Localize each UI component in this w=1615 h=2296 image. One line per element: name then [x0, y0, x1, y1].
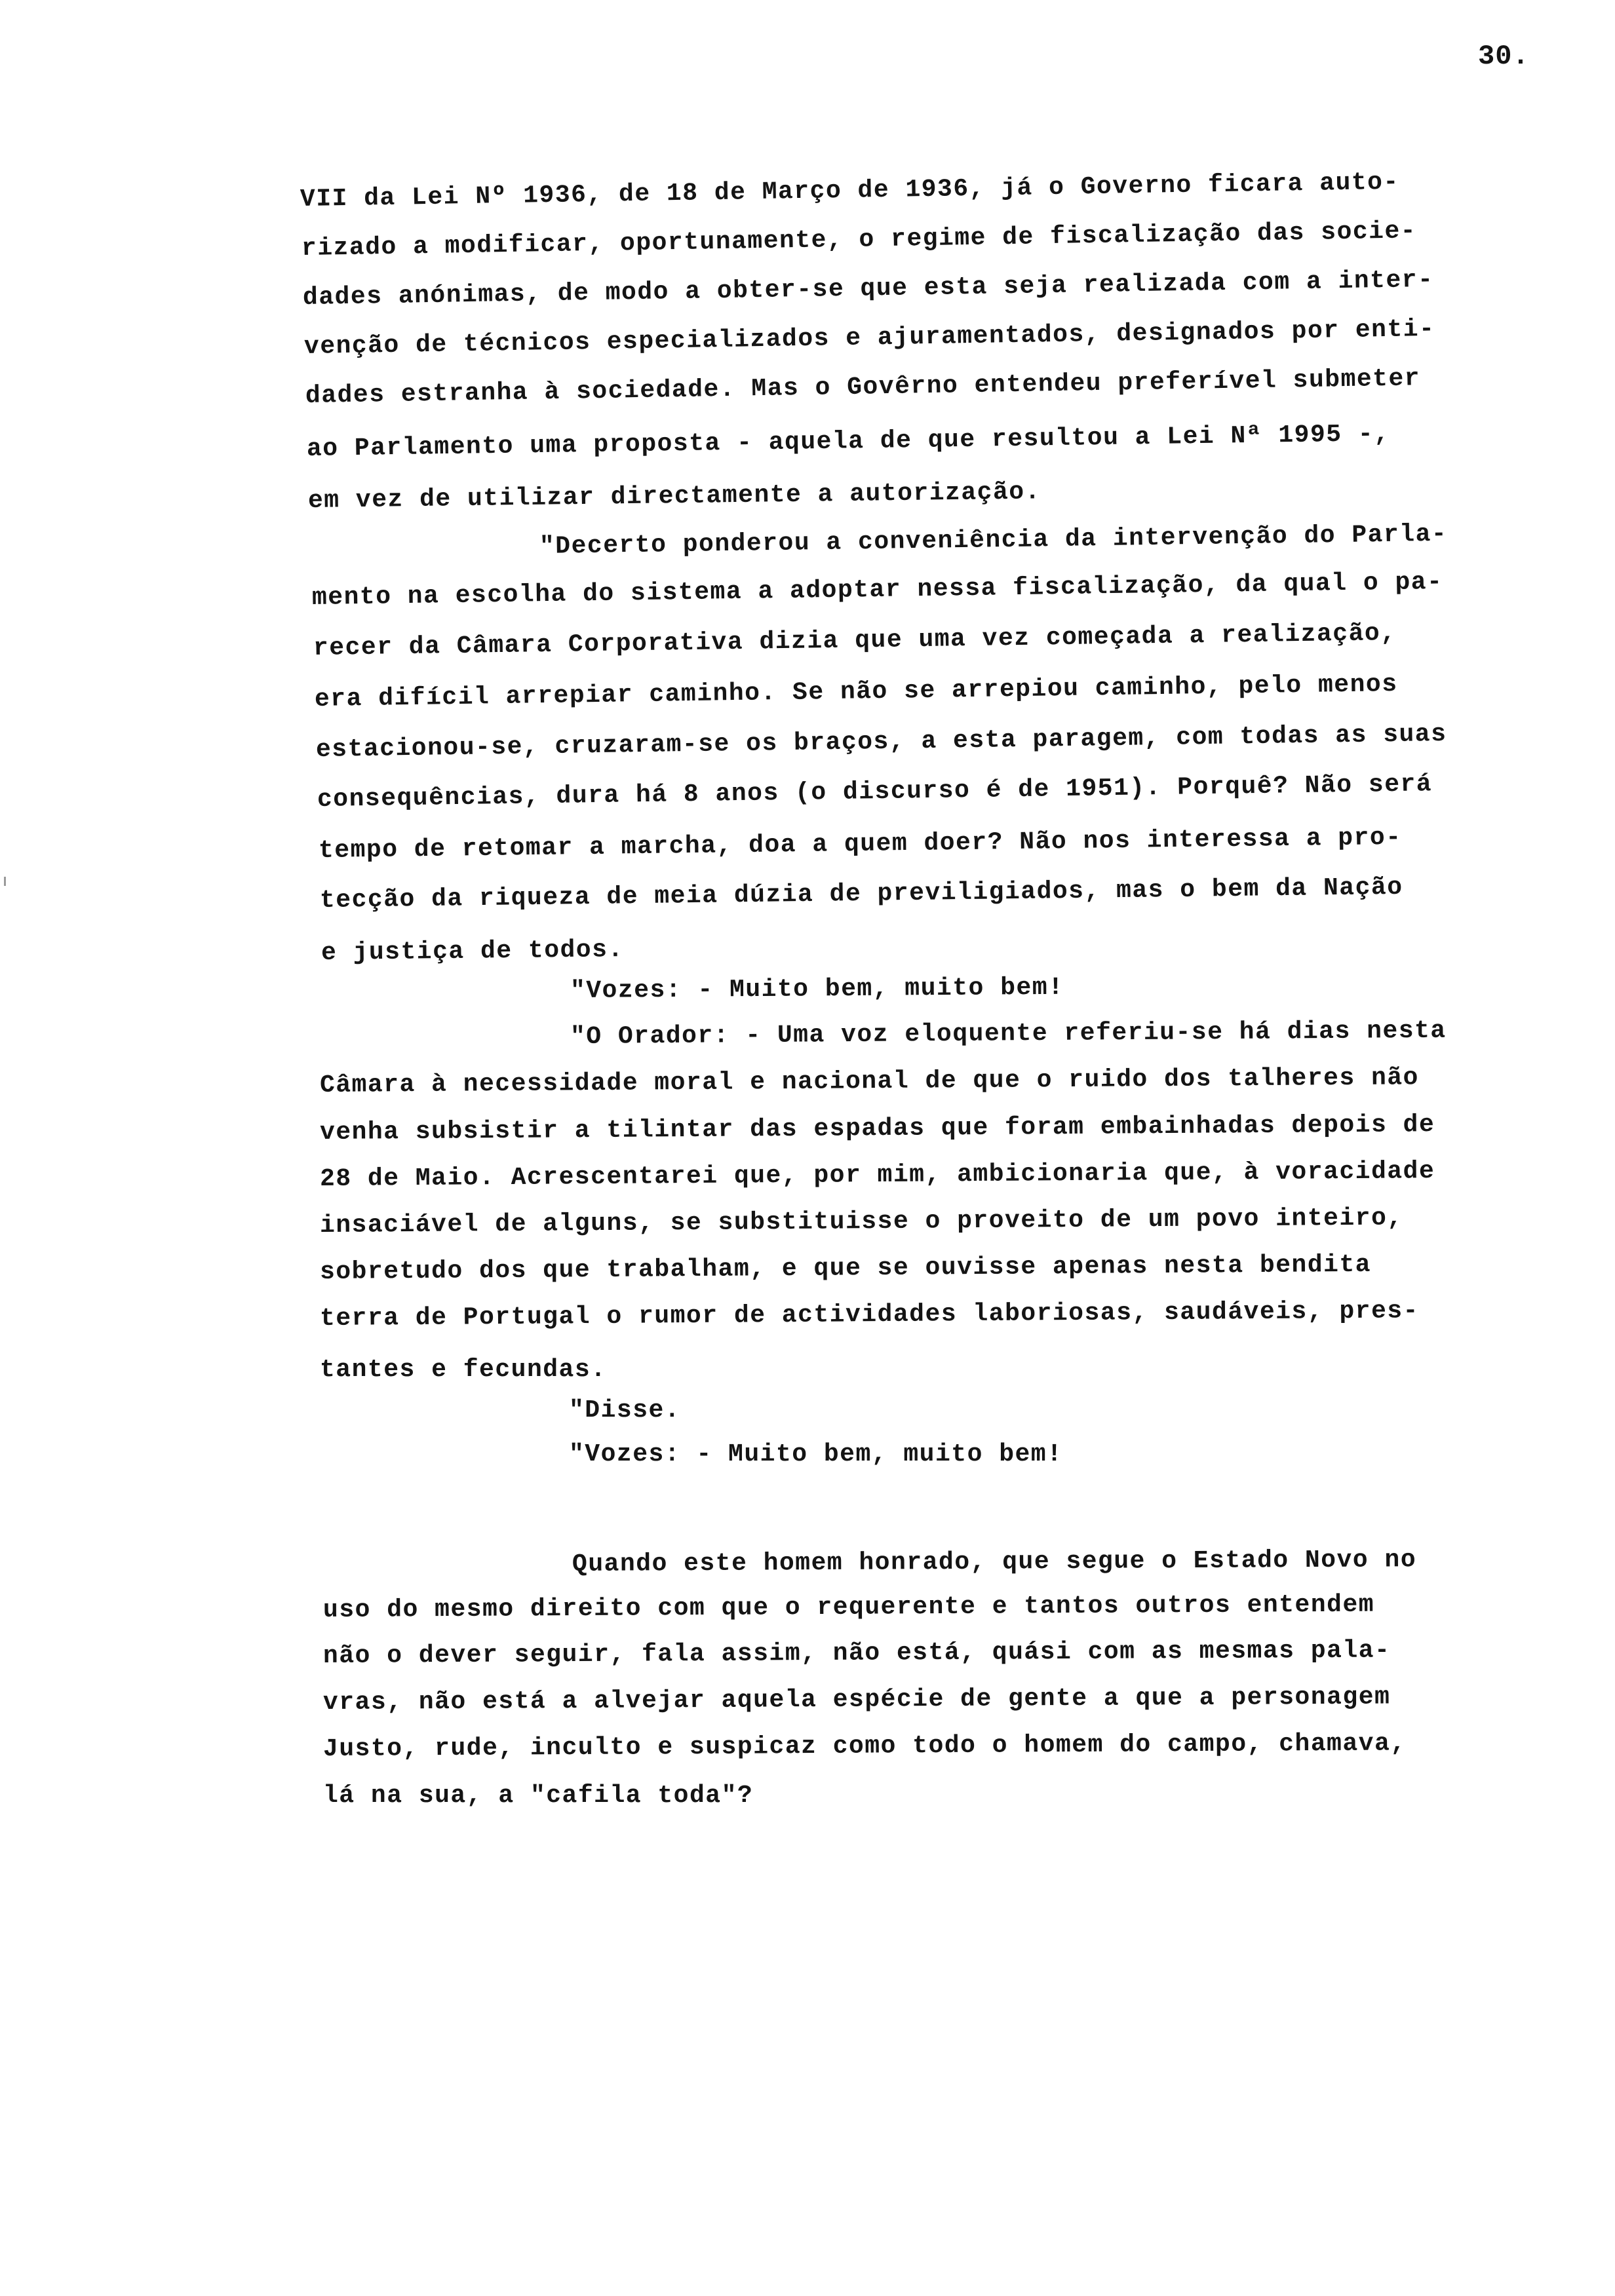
text-line: ao Parlamento uma proposta - aquela de que resultou a Lei Nª 1995 -, [306, 419, 1390, 463]
text-line: estacionou-se, cruzaram-se os braços, a esta paragem, com todas as suas [315, 719, 1447, 764]
text-line: tecção da riqueza de meia dúzia de previligiados, mas o bem da Nação [319, 873, 1403, 915]
text-line: tantes e fecundas. [320, 1356, 607, 1384]
text-line: rizado a modificar, oportunamente, o regime de fiscalização das socie- [301, 217, 1417, 263]
text-line: "Vozes: - Muito bem, muito bem! [570, 973, 1064, 1005]
text-line: dades anónimas, de modo a obter-se que esta seja realizada com a inter- [302, 265, 1434, 312]
text-line: em vez de utilizar directamente a autorização. [307, 478, 1041, 515]
text-line: não o dever seguir, fala assim, não está, quási com as mesmas pala- [322, 1636, 1391, 1670]
text-line: terra de Portugal o rumor de actividades laboriosas, saudáveis, pres- [319, 1297, 1420, 1333]
text-line: lá na sua, a "cafila toda"? [323, 1782, 754, 1810]
text-line: era difícil arrepiar caminho. Se não se arrepiou caminho, pelo menos [314, 670, 1398, 714]
text-line: insaciável de alguns, se substituisse o proveito de um povo inteiro, [319, 1204, 1403, 1240]
text-line: Câmara à necessidade moral e nacional de que o ruido dos talheres não [319, 1063, 1420, 1100]
text-line: "Decerto ponderou a conveniência da intervenção do Parla- [539, 520, 1448, 561]
text-line: "O Orador: - Uma voz eloquente referiu-se há dias nesta [570, 1016, 1447, 1051]
text-line: VII da Lei Nº 1936, de 18 de Março de 1936, já o Governo ficara auto- [300, 168, 1400, 214]
text-line: e justiça de todos. [321, 936, 624, 967]
text-line: tempo de retomar a marcha, doa a quem doer? Não nos interessa a pro- [318, 823, 1402, 865]
text-line: sobretudo dos que trabalham, e que se ouvisse apenas nesta bendita [319, 1250, 1372, 1286]
text-line: venção de técnicos especializados e ajuramentados, designados por enti- [303, 315, 1435, 361]
margin-mark [4, 877, 6, 886]
text-line: consequências, dura há 8 anos (o discurso é de 1951). Porquê? Não será [317, 770, 1433, 814]
text-line: venha subsistir a tilintar das espadas que foram embainhadas depois de [319, 1111, 1435, 1147]
text-line: mento na escolha do sistema a adoptar nessa fiscalização, da qual o pa- [311, 567, 1443, 612]
text-line: vras, não está a alvejar aquela espécie de gente a que a personagem [322, 1683, 1391, 1717]
text-line: recer da Câmara Corporativa dizia que uma vez começada a realização, [313, 619, 1397, 662]
text-line: "Disse. [569, 1396, 681, 1425]
text-line: 28 de Maio. Acrescentarei que, por mim, ambicionaria que, à voracidade [319, 1157, 1435, 1193]
text-line: Justo, rude, inculto e suspicaz como todo o homem do campo, chamava, [322, 1729, 1407, 1763]
text-line: uso do mesmo direito com que o requerente e tantos outros entendem [322, 1590, 1375, 1624]
text-line: Quando este homem honrado, que segue o Estado Novo no [572, 1546, 1417, 1578]
text-line: dades estranha à sociedade. Mas o Govêrno entendeu preferível submeter [305, 364, 1421, 410]
text-line: "Vozes: - Muito bem, muito bem! [569, 1440, 1063, 1468]
page-number: 30. [1478, 41, 1530, 72]
